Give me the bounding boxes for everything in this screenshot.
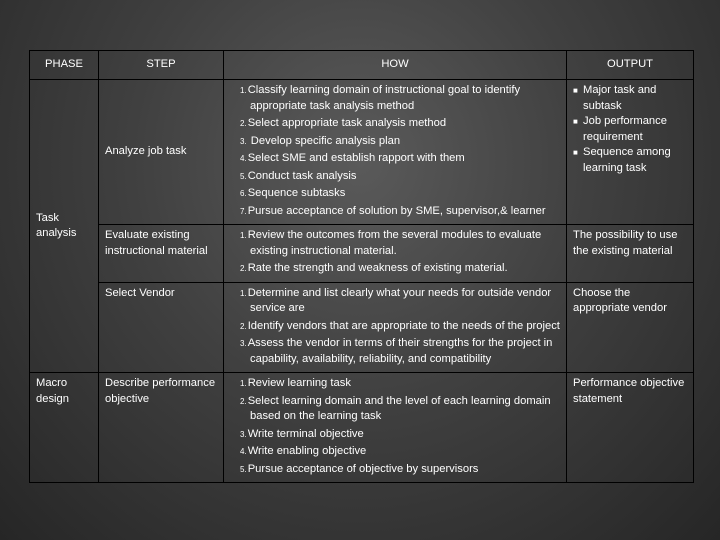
- step-label: Select Vendor: [105, 286, 175, 299]
- how-item: Pursue acceptance of solution by SME, supervisor,& learner: [247, 204, 546, 217]
- step-label: Analyze job task: [105, 145, 187, 158]
- step-cell: [99, 80, 224, 225]
- output-cell: [567, 225, 694, 283]
- how-item: Pursue acceptance of objective by supervisors: [247, 462, 479, 475]
- header-how: HOW: [224, 51, 567, 80]
- how-item: Identify vendors that are appropriate to the needs of the project: [247, 319, 560, 332]
- header-step: STEP: [99, 51, 224, 80]
- how-cell: [224, 373, 567, 483]
- how-item: Rate the strength and weakness of existing material.: [247, 262, 508, 274]
- step-cell: [99, 225, 224, 283]
- step-label: Evaluate existing instructional material: [105, 229, 208, 257]
- phase-label: Macro design: [36, 377, 69, 405]
- phase-cell-macro-design: [30, 373, 99, 483]
- how-cell: [224, 80, 567, 225]
- output-text: Performance objective statement: [573, 377, 685, 405]
- design-phase-table: [29, 50, 694, 483]
- how-item: Review learning task: [247, 377, 351, 389]
- how-item: Write enabling objective: [247, 445, 367, 457]
- step-cell: [99, 282, 224, 373]
- table-header-row: [30, 51, 694, 80]
- output-cell: [567, 80, 694, 225]
- how-item: Conduct task analysis: [247, 169, 357, 182]
- table-row: [30, 282, 694, 373]
- how-item: Develop specific analysis plan: [247, 134, 401, 147]
- how-item: Determine and list clearly what your needs for outside vendor service are: [247, 286, 552, 314]
- header-phase: PHASE: [30, 51, 99, 80]
- how-item: Assess the vendor in terms of their strengths for the project in capability, availability, reliability, and compatibility: [247, 337, 553, 365]
- header-output: OUTPUT: [567, 51, 694, 80]
- output-cell: [567, 373, 694, 483]
- output-bullet-item: ■ Job performance requirement: [573, 114, 687, 145]
- how-item: Review the outcomes from the several modules to evaluate existing instructional material.: [247, 229, 542, 257]
- how-cell: [224, 225, 567, 283]
- table-row: [30, 225, 694, 283]
- how-cell: [224, 282, 567, 373]
- table-row: [30, 80, 694, 225]
- output-bullet-item: ■ Sequence among learning task: [573, 145, 687, 176]
- how-item: Write terminal objective: [247, 427, 364, 440]
- step-cell: [99, 373, 224, 483]
- how-item: Select SME and establish rapport with them: [247, 152, 465, 164]
- table-row: [30, 373, 694, 483]
- step-label: Describe performance objective: [105, 377, 216, 405]
- phase-cell-task-analysis: [30, 80, 99, 373]
- how-item: Sequence subtasks: [247, 187, 346, 199]
- phase-label: Task analysis: [36, 211, 77, 239]
- output-text: Choose the appropriate vendor: [573, 286, 667, 314]
- how-item: Classify learning domain of instructional goal to identify appropriate task analysis method: [247, 84, 521, 112]
- output-text: The possibility to use the existing material: [573, 229, 678, 257]
- output-cell: [567, 282, 694, 373]
- output-bullet-item: ■ Major task and subtask: [573, 83, 687, 114]
- how-item: Select learning domain and the level of each learning domain based on the learning task: [247, 394, 551, 422]
- how-item: Select appropriate task analysis method: [247, 117, 447, 129]
